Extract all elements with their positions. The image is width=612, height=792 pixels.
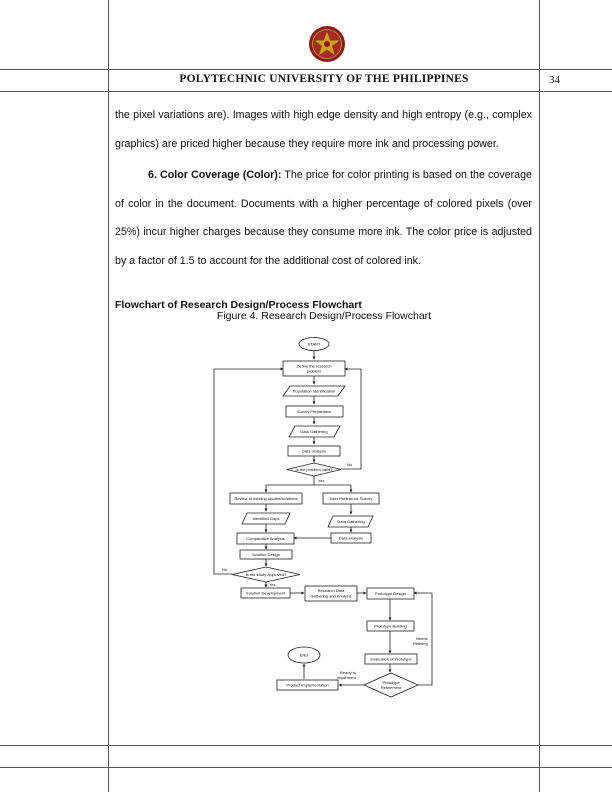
svg-text:Survey Preparation: Survey Preparation [296, 409, 332, 414]
svg-text:Solution Design: Solution Design [251, 552, 281, 557]
item-text: The price for color printing is based on the coverage of color in the document. Documents with a higher percentage of colored pixels (over 25%) incur higher charges because they consume more ink. The color price is adjusted by a factor of 1.5 to account for the additional cost of colored ink. [115, 169, 532, 267]
flow-node-solution-design [240, 550, 292, 559]
label-yes-1: Yes [318, 478, 325, 483]
flow-node-identified-gaps [242, 513, 290, 524]
flow-node-prototype-design [367, 588, 414, 599]
flow-node-review-studies [230, 493, 302, 504]
flow-node-start [299, 338, 329, 351]
svg-text:problem: problem [306, 368, 322, 374]
label-no-2: No [222, 567, 228, 572]
svg-text:Product Implementation: Product Implementation [286, 682, 329, 688]
flow-node-comparative-analysis [237, 533, 294, 544]
item-number: 6. [148, 169, 157, 181]
label-refining: Refining [413, 641, 428, 646]
label-yes-2: Yes [269, 582, 276, 587]
svg-text:Prototype Design: Prototype Design [375, 591, 406, 596]
flow-node-data-analysis-1 [288, 446, 340, 456]
svg-text:User Preference Survey: User Preference Survey [329, 496, 373, 501]
label-needs: Needs [416, 636, 428, 641]
figure-caption: Figure 4. Research Design/Process Flowchart [216, 310, 432, 322]
svg-text:Comparative Analysis: Comparative Analysis [246, 536, 285, 541]
flow-node-population [283, 386, 345, 396]
svg-text:Is the problem valid?: Is the problem valid? [295, 466, 333, 472]
flow-node-problem-valid [287, 463, 341, 476]
svg-text:Prototype Building: Prototype Building [374, 623, 407, 629]
flow-node-data-gathering-2 [328, 516, 373, 527]
label-implement: Implement [337, 675, 356, 680]
flow-node-product-implementation [277, 680, 338, 690]
flow-node-evaluation [365, 654, 417, 664]
flow-node-solution-development [241, 588, 290, 598]
svg-text:END: END [299, 652, 309, 658]
flow-node-research-data [305, 586, 357, 601]
flow-node-data-gathering-1 [289, 426, 340, 437]
svg-text:Solution Development: Solution Development [245, 590, 286, 596]
svg-text:Define the research: Define the research [296, 363, 332, 369]
svg-text:Data Gathering: Data Gathering [300, 429, 328, 434]
university-title: POLYTECHNIC UNIVERSITY OF THE PHILIPPINES [179, 73, 469, 85]
flow-node-data-analysis-2 [331, 533, 371, 543]
svg-text:Evaluation of Prototype: Evaluation of Prototype [370, 656, 412, 662]
svg-text:Data Gathering: Data Gathering [337, 519, 365, 524]
svg-text:Gathering and Analysis: Gathering and Analysis [310, 593, 352, 599]
flow-node-study-approved [232, 567, 300, 582]
svg-text:Data analysis: Data analysis [338, 535, 364, 541]
flow-node-end [288, 647, 320, 663]
page-number: 34 [549, 74, 560, 86]
svg-text:Prototype: Prototype [382, 680, 400, 685]
svg-text:Identified Gaps: Identified Gaps [252, 516, 280, 521]
svg-text:Review of existing studies/so: Review of existing studies/solutions [234, 496, 298, 501]
svg-text:Population Identification: Population Identification [292, 388, 336, 394]
flow-node-prototype-building [367, 621, 414, 631]
svg-text:Research Data: Research Data [317, 588, 345, 593]
label-ready: Ready to [340, 670, 357, 675]
flow-node-prototype-refinement [364, 673, 418, 697]
paragraph-text: the pixel variations are). Images with high edge density and high entropy (e.g., complex graphics) are priced higher because they require more ink and processing power. [115, 109, 532, 150]
item-title: Color Coverage (Color): [160, 169, 282, 181]
label-no-1: No [347, 462, 353, 467]
section-heading: Flowchart of Research Design/Process Flowchart [115, 299, 362, 311]
flow-node-define-problem [283, 361, 345, 376]
svg-text:Data analysis: Data analysis [301, 448, 327, 454]
svg-text:Refinement: Refinement [380, 685, 402, 690]
flow-node-survey-preparation [286, 406, 343, 417]
flow-node-user-preference [323, 493, 379, 504]
svg-text:Is the study approved?: Is the study approved? [245, 571, 287, 577]
svg-text:START: START [307, 341, 321, 347]
